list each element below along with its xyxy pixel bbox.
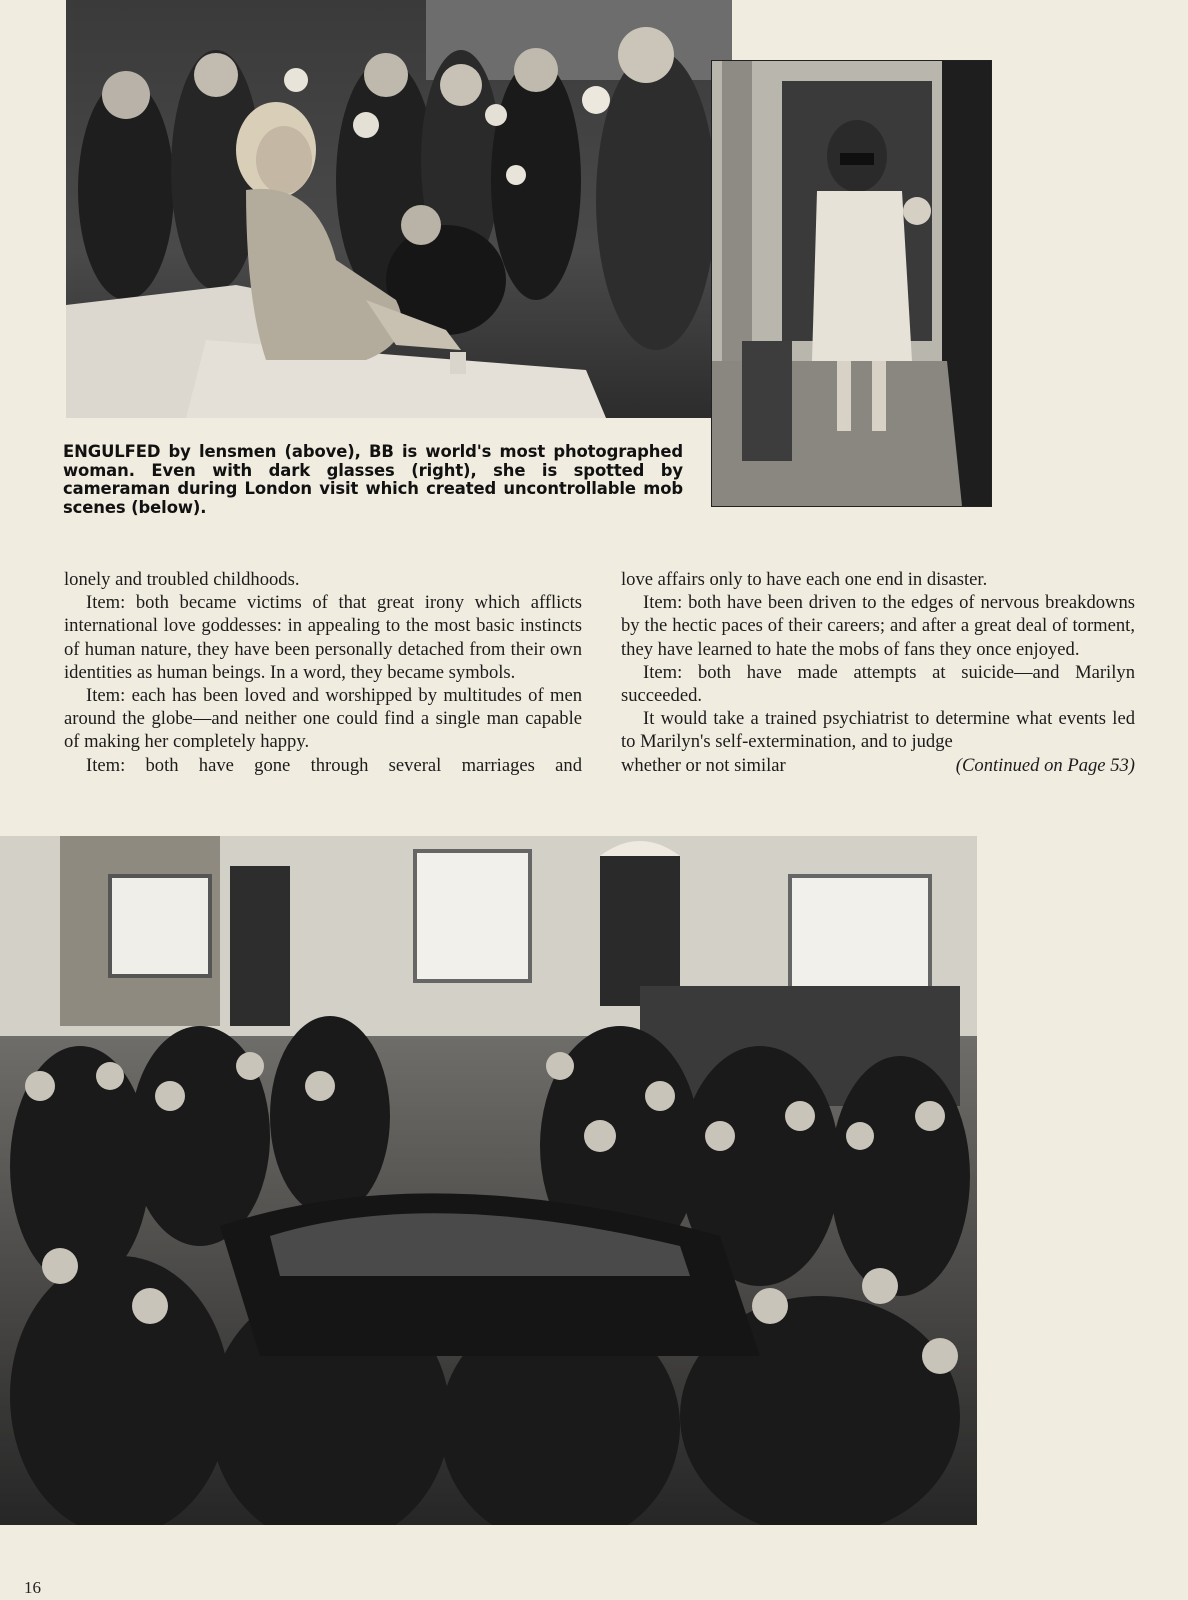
paragraph: It would take a trained psychiatrist to determine what events led to Marilyn's self-extermination, and to judge bbox=[621, 708, 1135, 753]
photo-street-crowd bbox=[0, 836, 977, 1525]
paragraph: Item: both have made attempts at suicide—and Marilyn succeeded. bbox=[621, 661, 1135, 707]
photo-woman-dark-glasses bbox=[711, 60, 992, 507]
photo-photographers-crowd bbox=[66, 0, 732, 418]
paragraph: Item: both became victims of that great irony which afflicts international love goddesses: in appealing to the most basic instincts of human nature, they have been personally detached from their own identities as human beings. In a word, they became symbols. bbox=[64, 592, 582, 683]
paragraph: Item: both have been driven to the edges of nervous breakdowns by the hectic paces of their careers; and after a great deal of torment, they have learned to hate the mobs of fans they once enjoyed. bbox=[621, 592, 1135, 660]
paragraph: lonely and troubled childhoods. bbox=[64, 569, 300, 590]
paragraph-last-line bbox=[621, 754, 1135, 777]
continued-jump-link: (Continued on Page 53) bbox=[955, 754, 1135, 776]
page-number: 16 bbox=[24, 1578, 41, 1597]
photo-caption: ENGULFED by lensmen (above), BB is world's most photographed woman. Even with dark glasses (right), she is spotted by cameraman during London visit which created uncontrollable mob scenes (below). bbox=[63, 442, 683, 517]
article-column-right bbox=[621, 568, 1135, 777]
last-line-text: whether or not similar bbox=[621, 754, 786, 776]
article-column-left bbox=[64, 568, 582, 777]
paragraph: Item: both have gone through several marriages and bbox=[86, 754, 582, 776]
paragraph: Item: each has been loved and worshipped by multitudes of men around the globe—and neither one could find a single man capable of making her completely happy. bbox=[64, 685, 582, 753]
paragraph: love affairs only to have each one end in disaster. bbox=[621, 569, 988, 590]
